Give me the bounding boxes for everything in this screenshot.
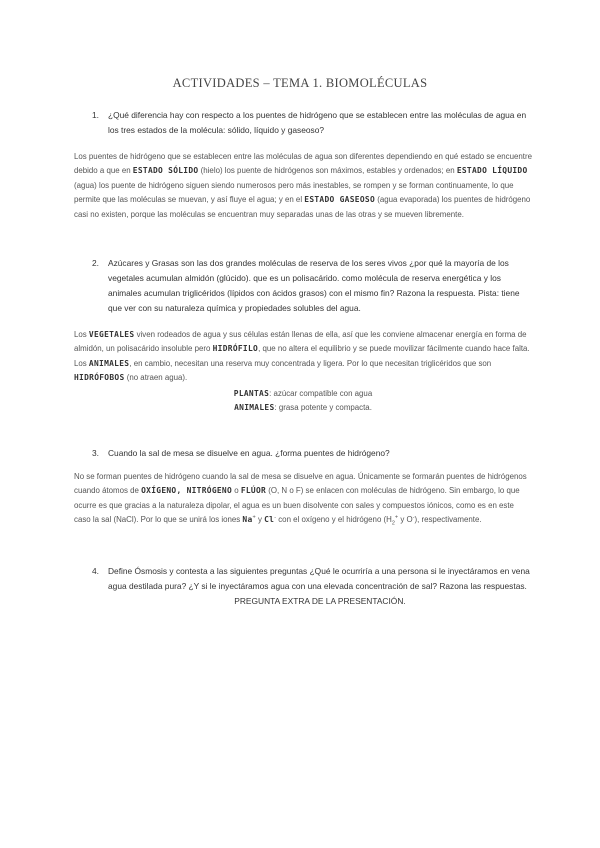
page-title: ACTIVIDADES – TEMA 1. BIOMOLÉCULAS <box>172 76 428 90</box>
keyword: ESTADO SÓLIDO <box>132 166 199 176</box>
answer-1 <box>74 150 532 222</box>
question-text: Define Ósmosis y contesta a las siguientes preguntas ¿Qué le ocurriría a una persona si le inyectáramos en vena agua destilada pura? ¿Y si le inyectáramos agua con una elevada concentración de sal? Razona las respuestas. <box>108 566 530 591</box>
summary-line <box>74 401 532 415</box>
answer-text: , que no altera el equilibrio y se puede movilizar fácilmente cuando hace falta. <box>258 344 530 354</box>
keyword: Na <box>242 515 253 525</box>
question-number: 3. <box>92 448 99 458</box>
keyword: Cl <box>264 515 275 525</box>
question-2 <box>92 256 532 316</box>
answer-text: y <box>255 515 265 525</box>
question-1 <box>92 108 532 138</box>
answer-paragraph <box>74 328 532 357</box>
superscript: + <box>394 514 399 521</box>
answer-text: Los <box>74 358 89 368</box>
question-text: Azúcares y Grasas son las dos grandes moléculas de reserva de los seres vivos ¿por qué la mayoría de los vegetales acumulan almidón (glúcido). que es un polisacárido. como molécula de reserva energética y los animales acumulan triglicéridos (lípidos con ácidos grasos) con el mismo fin? Razona la respuesta. Pista: tiene que ver con su naturaleza química y propiedades solubles del agua. <box>108 258 520 313</box>
extra-question-note: PREGUNTA EXTRA DE LA PRESENTACIÓN. <box>234 596 406 606</box>
answer-2 <box>74 328 532 415</box>
answer-text: y O <box>398 515 413 525</box>
question-number: 2. <box>92 258 99 268</box>
answer-text: : grasa potente y compacta. <box>274 403 372 413</box>
answer-text: o <box>232 486 241 496</box>
question-4 <box>92 564 532 609</box>
keyword: ESTADO GASEOSO <box>304 195 375 205</box>
keyword: PLANTAS <box>233 388 270 398</box>
question-number: 4. <box>92 566 99 576</box>
question-text: ¿Qué diferencia hay con respecto a los puentes de hidrógeno que se establecen entre las moléculas de agua en los tres estados de la molécula: sólido, líquido y gaseoso? <box>108 110 527 135</box>
keyword: OXÍGENO, NITRÓGENO <box>141 486 233 496</box>
keyword: HIDRÓFOBOS <box>74 373 125 383</box>
keyword: VEGETALES <box>88 330 135 339</box>
keyword: ANIMALES <box>234 403 275 413</box>
keyword: ANIMALES <box>88 358 130 368</box>
answer-text: con el oxígeno y el hidrógeno (H <box>276 515 392 525</box>
answer-text: No se forman puentes de hidrógeno cuando la sal de mesa se disuelve en agua. Únicamente se formarán puentes de hidrógenos cuando átomos de <box>74 472 527 496</box>
answer-text: Los <box>74 330 89 339</box>
superscript: - <box>412 514 415 521</box>
answer-text: (agua) los puente de hidrógeno siguen siendo numerosos pero más inestables, se rompen y se forman continuamente, lo que permite que las moléculas se muevan, y así fluye el agua; y en el <box>74 180 514 205</box>
answer-text: (O, N o F) se enlacen con moléculas de hidrógeno. Sin embargo, lo que ocurre es que gracias a la naturaleza dipolar, el agua es un buen disolvente con sales y compuestos iónicos, como es en este caso la sal (NaCl). Por lo que se unirá los iones <box>74 486 520 525</box>
subscript: 2 <box>391 520 395 527</box>
answer-text: (no atraen agua). <box>124 373 188 383</box>
answer-text: ), respectivamente. <box>414 515 482 525</box>
answer-text: viven rodeados de agua y sus células están llenas de ella, así que les conviene almacenar energía en forma de almidón, un polisacárido insoluble pero <box>74 330 527 354</box>
superscript: + <box>252 514 256 521</box>
answer-text: : azúcar compatible con agua <box>269 388 373 398</box>
keyword: HIDRÓFILO <box>212 344 259 354</box>
answer-text: , en cambio, necesitan una reserva muy concentrada y ligera. Por lo que necesitan triglicéridos que son <box>129 358 492 368</box>
question-3 <box>92 446 532 461</box>
keyword: ESTADO LÍQUIDO <box>456 166 528 176</box>
summary-line <box>74 387 532 401</box>
answer-text: (hielo) los puente de hidrógenos son máximos, estables y ordenados; en <box>198 166 457 176</box>
superscript: - <box>274 514 277 521</box>
answer-paragraph <box>74 357 532 386</box>
question-text: Cuando la sal de mesa se disuelve en agua. ¿forma puentes de hidrógeno? <box>108 448 390 458</box>
answer-text: Los puentes de hidrógeno que se establecen entre las moléculas de agua son diferentes dependiendo en qué estado se encuentre debido a que en <box>74 152 532 176</box>
question-number: 1. <box>92 110 99 120</box>
answer-3 <box>74 470 532 528</box>
keyword: FLÚOR <box>240 486 267 496</box>
answer-text: (agua evaporada) los puentes de hidrógeno casi no existen, porque las moléculas se encuentran muy separadas unas de las otras y se mueven libremente. <box>74 195 531 219</box>
